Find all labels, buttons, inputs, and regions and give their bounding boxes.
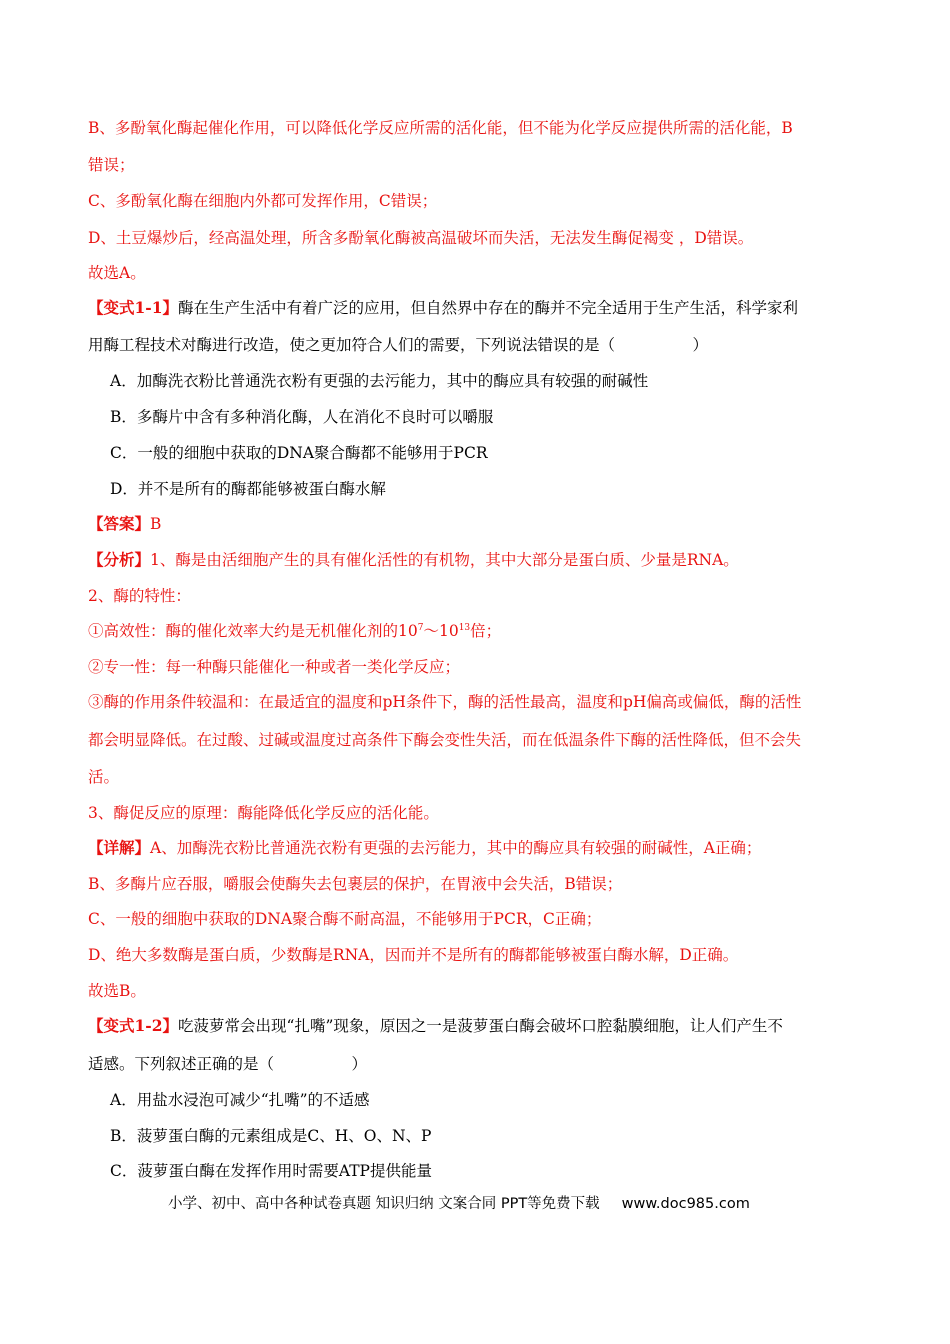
text-line: D、土豆爆炒后，经高温处理，所含多酚氧化酶被高温破坏而失活，无法发生酶促褐变 ，D错误。: [88, 229, 754, 247]
option-a: A．用盐水浸泡可减少“扎嘴”的不适感: [110, 1091, 370, 1109]
question-tag: 【变式1-1】: [88, 298, 179, 317]
text-line: ①高效性：酶的催化效率大约是无机催化剂的$10^7\sim 10^{13}$倍；: [88, 622, 502, 640]
question-text: 酶在生产生活中有着广泛的应用，但自然界中存在的酶并不完全适用于生产生活，科学家利: [178, 299, 799, 317]
text-line: 用酶工程技术对酶进行改造，使之更加符合人们的需要，下列说法错误的是（ ）: [88, 336, 709, 354]
footer-text: 小学、初中、高中各种试卷真题 知识归纳 文案合同 PPT等免费下载: [168, 1196, 600, 1212]
text-line: ②专一性：每一种酶只能催化一种或者一类化学反应；: [88, 658, 461, 676]
text-line: D、绝大多数酶是蛋白质，少数酶是RNA，因而并不是所有的酶都能够被蛋白酶水解，D正确。: [88, 946, 739, 964]
text-line: 故选A。: [88, 264, 146, 282]
text-line: ③酶的作用条件较温和：在最适宜的温度和pH条件下，酶的活性最高，温度和pH偏高或偏低，酶的活性: [88, 693, 802, 711]
analysis-tag: 【分析】: [88, 550, 151, 569]
detail-line: [88, 838, 761, 858]
text-line: 3、酶促反应的原理：酶能降低化学反应的活化能。: [88, 804, 439, 822]
option-b: B．菠萝蛋白酶的元素组成是C、H、O、N、P: [110, 1127, 432, 1145]
text-line: 都会明显降低。在过酸、过碱或温度过高条件下酶会变性失活，而在低温条件下酶的活性降低，但不会失: [88, 731, 802, 749]
option-a: A．加酶洗衣粉比普通洗衣粉有更强的去污能力，其中的酶应具有较强的耐碱性: [110, 372, 649, 390]
text-line: 活。: [88, 768, 120, 786]
question-text: 吃菠萝常会出现“扎嘴”现象，原因之一是菠萝蛋白酶会破坏口腔黏膜细胞，让人们产生不: [178, 1017, 783, 1035]
text-line: 适感。下列叙述正确的是（ ）: [88, 1055, 368, 1073]
text-line: B、多酶片应吞服，嚼服会使酶失去包裹层的保护，在胃液中会失活，B错误；: [88, 875, 623, 893]
answer-line: [88, 514, 161, 534]
footer-link[interactable]: www.doc985.com: [621, 1196, 750, 1212]
question-tag: 【变式1-2】: [88, 1016, 179, 1035]
answer-value: B: [150, 515, 162, 533]
answer-tag: 【答案】: [88, 514, 151, 533]
question-1-1-stem: [88, 298, 798, 318]
option-c: C．菠萝蛋白酶在发挥作用时需要ATP提供能量: [110, 1162, 432, 1180]
text-line: B、多酚氧化酶起催化作用，可以降低化学反应所需的活化能，但不能为化学反应提供所需的活化能，B: [88, 119, 793, 137]
text-line: 故选B。: [88, 982, 146, 1000]
option-c: C．一般的细胞中获取的DNA聚合酶都不能够用于PCR: [110, 444, 488, 462]
option-d: D．并不是所有的酶都能够被蛋白酶水解: [110, 480, 386, 498]
page-footer: [168, 1192, 750, 1213]
text-line: C、多酚氧化酶在细胞内外都可发挥作用，C错误；: [88, 192, 438, 210]
analysis-text: 1、酶是由活细胞产生的具有催化活性的有机物，其中大部分是蛋白质、少量是RNA。: [150, 551, 739, 569]
text-line: 2、酶的特性：: [88, 587, 191, 605]
detail-text: A、加酶洗衣粉比普通洗衣粉有更强的去污能力，其中的酶应具有较强的耐碱性，A正确；: [150, 839, 762, 857]
text-line: 错误；: [88, 156, 135, 174]
detail-tag: 【详解】: [88, 838, 151, 857]
option-b: B．多酶片中含有多种消化酶，人在消化不良时可以嚼服: [110, 408, 494, 426]
analysis-line: [88, 550, 739, 570]
text-line: C、一般的细胞中获取的DNA聚合酶不耐高温，不能够用于PCR，C正确；: [88, 910, 602, 928]
question-1-2-stem: [88, 1016, 783, 1036]
